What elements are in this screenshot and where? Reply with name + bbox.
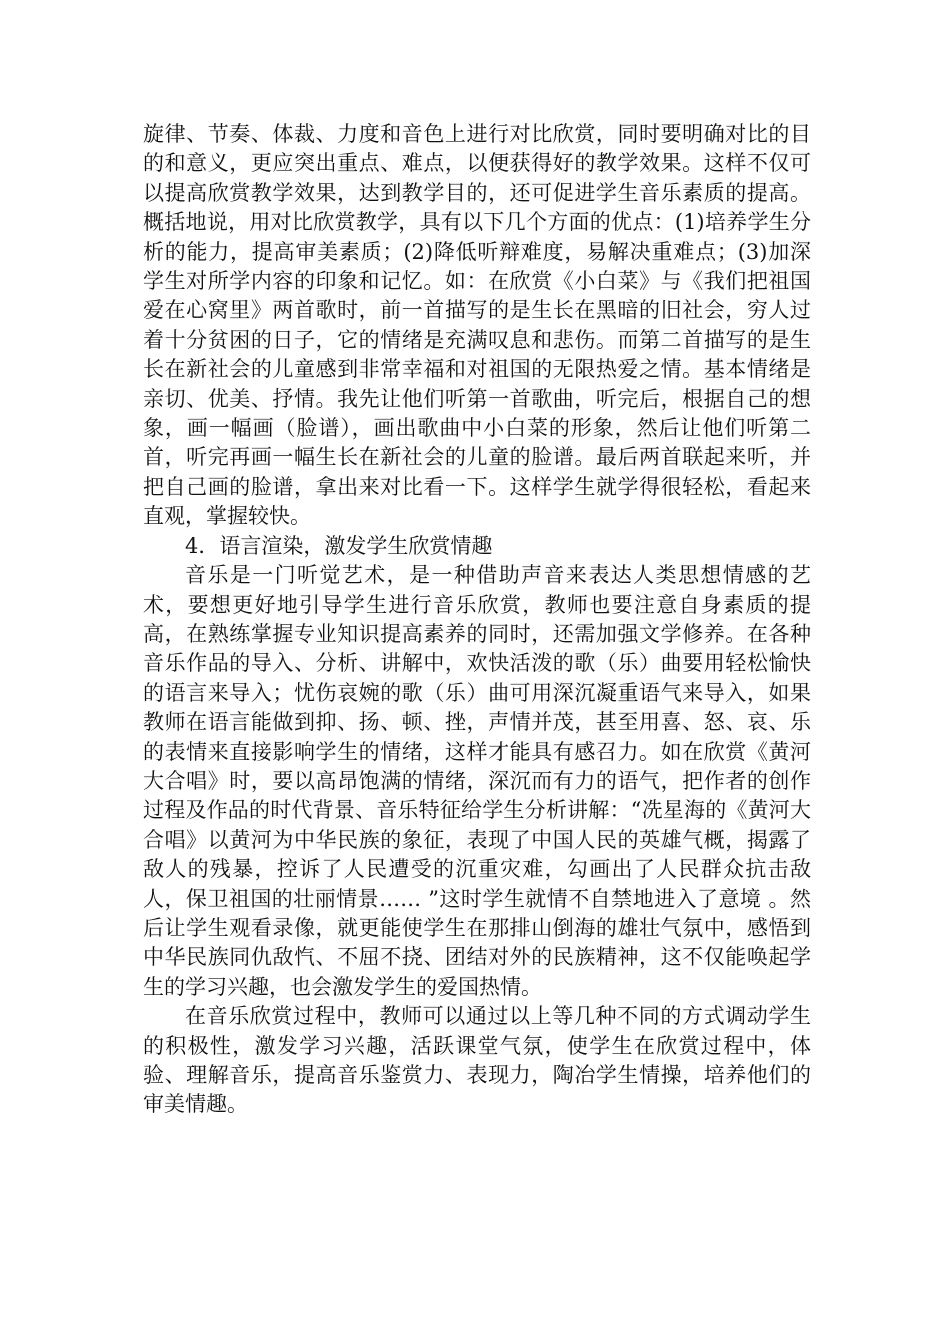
section-heading-4: 4．语言渲染，激发学生欣赏情趣 [185,533,493,558]
document-body [143,120,811,1120]
paragraph-continuation: 旋律、节奏、体裁、力度和音色上进行对比欣赏，同时要明确对比的目的和意义，更应突出重点、难点，以便获得好的教学效果。这样不仅可以提高欣赏教学效果，达到教学目的，还可促进学生音乐素质的提高。概括地说，用对比欣赏教学，具有以下几个方面的优点：(1)培养学生分析的能力，提高审美素质；(2)降低听辩难度，易解决重难点；(3)加深学生对所学内容的印象和记忆。如：在欣赏《小白菜》与《我们把祖国爱在心窝里》两首歌时，前一首描写的是生长在黑暗的旧社会，穷人过着十分贫困的日子，它的情绪是充满叹息和悲伤。而第二首描写的是生长在新社会的儿童感到非常幸福和对祖国的无限热爱之情。基本情绪是亲切、优美、抒情。我先让他们听第一首歌曲，听完后，根据自己的想象，画一幅画（脸谱），画出歌曲中小白菜的形象，然后让他们听第二首，听完再画一幅生长在新社会的儿童的脸谱。最后两首联起来听，并把自己画的脸谱，拿出来对比看一下。这样学生就学得很轻松，看起来直观，掌握较快。 [143,122,811,529]
paragraph-language-rendering: 音乐是一门听觉艺术，是一种借助声音来表达人类思想情感的艺术，要想更好地引导学生进行音乐欣赏，教师也要注意自身素质的提高，在熟练掌握专业知识提高素养的同时，还需加强文学修养。在各种音乐作品的导入、分析、讲解中，欢快活泼的歌（乐）曲要用轻松愉快的语言来导入；忧伤哀婉的歌（乐）曲可用深沉凝重语气来导入，如果教师在语言能做到抑、扬、顿、挫，声情并茂，甚至用喜、怒、哀、乐的表情来直接影响学生的情绪，这样才能具有感召力。如在欣赏《黄河大合唱》时，要以高昂饱满的情绪，深沉而有力的语气，把作者的创作过程及作品的时代背景、音乐特征给学生分析讲解：“冼星海的《黄河大合唱》以黄河为中华民族的象征，表现了中国人民的英雄气概，揭露了敌人的残暴，控诉了人民遭受的沉重灾难，勾画出了人民群众抗击敌人，保卫祖国的壮丽情景…… ”这时学生就情不自禁地进入了意境 。然后让学生观看录像，就更能使学生在那排山倒海的雄壮气氛中，感悟到中华民族同仇敌忾、不屈不挠、团结对外的民族精神，这不仅能唤起学生的学习兴趣，也会激发学生的爱国热情。 [143,563,811,999]
paragraph-conclusion: 在音乐欣赏过程中，教师可以通过以上等几种不同的方式调动学生的积极性，激发学习兴趣，活跃课堂气氛，使学生在欣赏过程中，体验、理解音乐，提高音乐鉴赏力、表现力，陶冶学生情操，培养他们的审美情趣。 [143,1004,811,1117]
